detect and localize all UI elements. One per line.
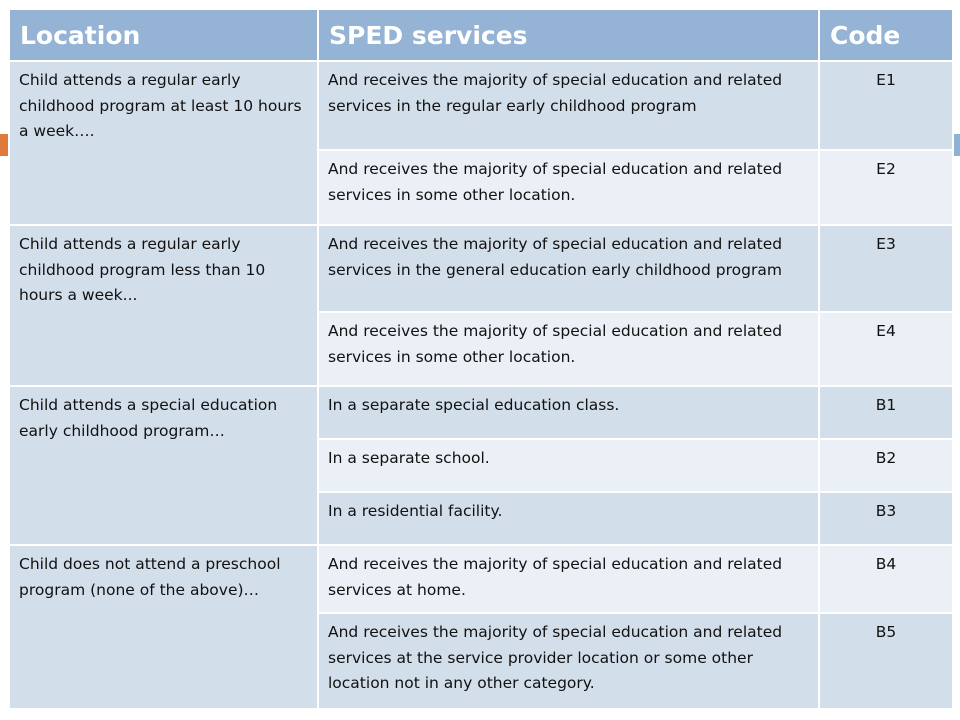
- service-cell: And receives the majority of special education and related services in some other location.: [318, 150, 819, 225]
- service-cell: In a separate school.: [318, 439, 819, 492]
- location-cell: Child attends a regular early childhood program less than 10 hours a week...: [9, 225, 318, 386]
- header-code: Code: [819, 9, 953, 61]
- code-cell: E3: [819, 225, 953, 312]
- code-cell: E2: [819, 150, 953, 225]
- service-cell: In a residential facility.: [318, 492, 819, 545]
- header-row: [9, 9, 953, 61]
- service-cell: And receives the majority of special education and related services in the regular early childhood program: [318, 61, 819, 150]
- code-cell: B2: [819, 439, 953, 492]
- sped-codes-table: [8, 8, 954, 710]
- table-row: [9, 386, 953, 439]
- service-cell: And receives the majority of special education and related services at the service provider location or some other location not in any other category.: [318, 613, 819, 709]
- location-cell: Child does not attend a preschool program (none of the above)…: [9, 545, 318, 709]
- table-row: [9, 61, 953, 150]
- code-cell: B4: [819, 545, 953, 613]
- code-cell: E4: [819, 312, 953, 386]
- code-cell: B3: [819, 492, 953, 545]
- table-row: [9, 545, 953, 613]
- code-cell: B1: [819, 386, 953, 439]
- service-cell: And receives the majority of special education and related services in the general education early childhood program: [318, 225, 819, 312]
- location-cell: Child attends a regular early childhood program at least 10 hours a week….: [9, 61, 318, 225]
- service-cell: And receives the majority of special education and related services in some other location.: [318, 312, 819, 386]
- header-sped-services: SPED services: [318, 9, 819, 61]
- table-row: [9, 225, 953, 312]
- location-cell: Child attends a special education early childhood program…: [9, 386, 318, 545]
- service-cell: And receives the majority of special education and related services at home.: [318, 545, 819, 613]
- service-cell: In a separate special education class.: [318, 386, 819, 439]
- code-cell: B5: [819, 613, 953, 709]
- header-location: Location: [9, 9, 318, 61]
- slide-accent-bar-left: [0, 134, 8, 156]
- code-cell: E1: [819, 61, 953, 150]
